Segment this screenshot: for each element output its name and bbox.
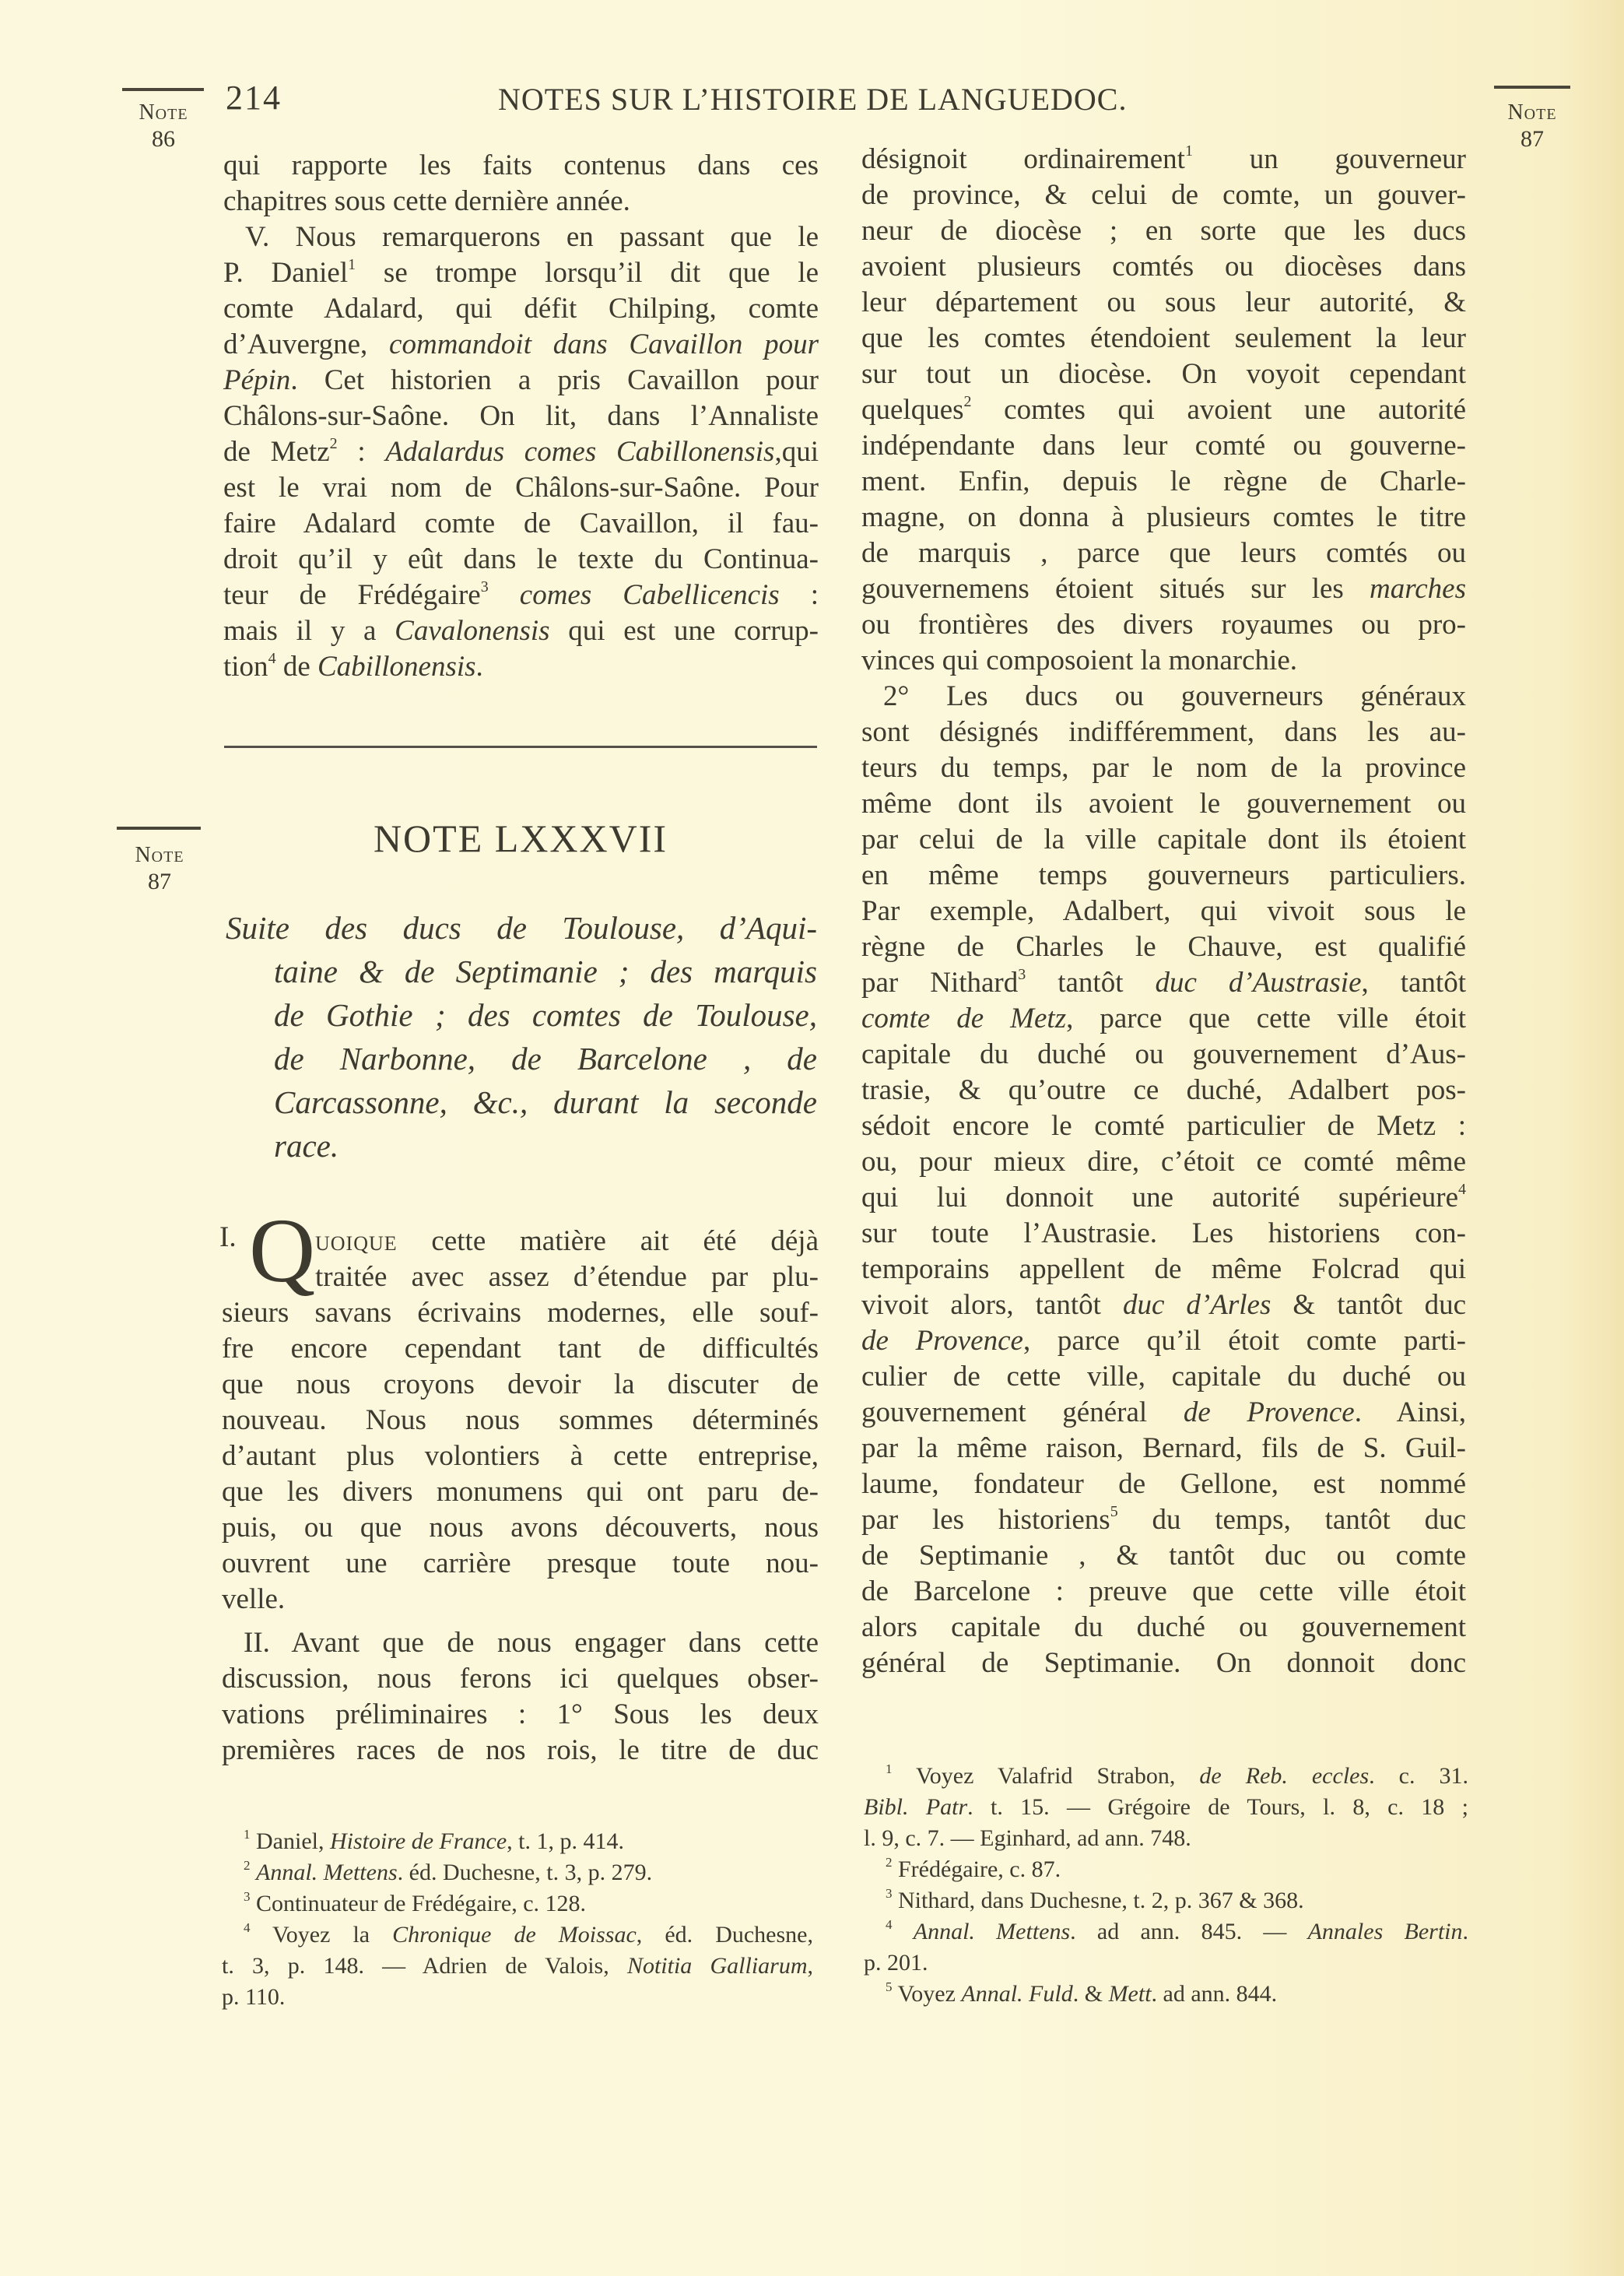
subtitle-line: de Narbonne, de Barcelone , de	[274, 1041, 817, 1077]
text-line: Pépin. Cet historien a pris Cavaillon pour	[223, 364, 819, 396]
text-line: uoique cette matière ait été déjà	[315, 1225, 819, 1257]
margin-note-label: Note	[1507, 100, 1557, 125]
text-line: ou, pour mieux dire, c’étoit ce comté même	[861, 1146, 1466, 1178]
footnote-line: $^1$ Voyez Valafrid Strabon, de Reb. eccles. c. 31.	[886, 1761, 1468, 1789]
footnote-mark: 3	[886, 1886, 893, 1901]
text-line: neur de diocèse ; en sorte que les ducs	[861, 215, 1466, 247]
note-heading: NOTE LXXXVII	[373, 817, 668, 860]
subtitle-line: taine & de Septimanie ; des marquis	[274, 954, 817, 989]
text-line: nouveau. Nous nous sommes déterminés	[222, 1404, 819, 1436]
text-line: que les divers monumens qui ont paru de-	[222, 1476, 819, 1508]
text-line: gouvernemens étoient situés sur les marches	[861, 573, 1466, 605]
footnote-line: t. 3, p. 148. — Adrien de Valois, Notitia Galliarum,	[222, 1953, 814, 1979]
footnote-ref[interactable]: 3	[480, 578, 489, 595]
footnote-ref[interactable]: 2	[963, 393, 972, 410]
text-line: velle.	[222, 1583, 286, 1615]
text-line: de marquis , parce que leurs comtés ou	[861, 537, 1466, 569]
margin-rule	[1494, 86, 1570, 89]
text-line: V. Nous remarquerons en passant que le	[245, 221, 819, 253]
text-line: même dont ils avoient le gouvernement ou	[861, 788, 1466, 820]
footnote-mark: 2	[886, 1855, 893, 1870]
text-line: quelques$^2$ comtes qui avoient une autorité	[861, 393, 1466, 426]
text-line: premières races de nos rois, le titre de duc	[222, 1734, 819, 1766]
text-line: de Barcelone : preuve que cette ville étoit	[861, 1575, 1466, 1607]
text-line: général de Septimanie. On donnoit donc	[861, 1647, 1466, 1679]
text-line: comte de Metz, parce que cette ville étoit	[861, 1003, 1466, 1034]
text-line: règne de Charles le Chauve, est qualifié	[861, 931, 1466, 963]
text-line: sur tout un diocèse. On voyoit cependant	[861, 358, 1466, 390]
footnote-ref[interactable]: 1	[348, 256, 356, 273]
text-line: culier de cette ville, capitale du duché ou	[861, 1361, 1466, 1393]
text-line: droit qu’il y eût dans le texte du Continua-	[223, 543, 819, 575]
text-line: magne, on donna à plusieurs comtes le titre	[861, 501, 1466, 533]
text-line: vations préliminaires : 1° Sous les deux	[222, 1698, 819, 1730]
footnote-mark: 4	[886, 1917, 893, 1932]
text-line: vivoit alors, tantôt duc d’Arles & tantôt duc	[861, 1289, 1466, 1321]
margin-note-label: Note	[135, 843, 184, 867]
subtitle-line: Suite des ducs de Toulouse, d’Aqui-	[226, 910, 817, 946]
footnote-line: $^1$ Daniel, Histoire de France, t. 1, p. 414.	[244, 1827, 624, 1854]
subtitle-line: de Gothie ; des comtes de Toulouse,	[274, 997, 817, 1033]
margin-note-number: 86	[152, 126, 175, 152]
text-line: temporains appellent de même Folcrad qui	[861, 1253, 1466, 1285]
text-line: teur de Frédégaire$^3$ comes Cabellicencis :	[223, 578, 819, 611]
text-line: par celui de la ville capitale dont ils étoient	[861, 824, 1466, 855]
text-line: 2° Les ducs ou gouverneurs généraux	[883, 680, 1466, 712]
footnote-line: Bibl. Patr. t. 15. — Grégoire de Tours, l. 8, c. 18 ;	[864, 1794, 1468, 1820]
running-head	[226, 78, 1595, 125]
running-title: NOTES SUR L’HISTOIRE DE LANGUEDOC.	[498, 82, 1128, 117]
footnote-ref[interactable]: 5	[1110, 1503, 1118, 1520]
text-line: tion$^4$ de Cabillonensis.	[223, 650, 483, 683]
text-line: sur toute l’Austrasie. Les historiens con-	[861, 1217, 1466, 1249]
text-line: trasie, & qu’outre ce duché, Adalbert pos-	[861, 1074, 1466, 1106]
text-line: II. Avant que de nous engager dans cette	[244, 1627, 819, 1659]
text-line: d’autant plus volontiers à cette entreprise,	[222, 1440, 819, 1472]
text-line: de Metz$^2$ : Adalardus comes Cabillonensis,qui	[223, 435, 819, 468]
footnote-line: p. 110.	[222, 1984, 286, 2010]
text-line: par Nithard$^3$ tantôt duc d’Austrasie, tantôt	[861, 966, 1466, 999]
footnote-mark: 3	[244, 1889, 251, 1904]
text-line: avoient plusieurs comtés ou diocèses dans	[861, 251, 1466, 283]
margin-note-number: 87	[1521, 126, 1544, 152]
text-line: Par exemple, Adalbert, qui vivoit sous le	[861, 895, 1466, 927]
footnote-line: $^5$ Voyez Annal. Fuld. & Mett. ad ann. 844.	[886, 1979, 1278, 2007]
text-line: sédoit encore le comté particulier de Metz :	[861, 1110, 1466, 1142]
text-line: Châlons-sur-Saône. On lit, dans l’Annaliste	[223, 400, 819, 432]
text-line: capitale du duché ou gouvernement d’Aus-	[861, 1038, 1466, 1070]
footnote-mark: 5	[886, 1979, 893, 1994]
subtitle-line: Carcassonne, &c., durant la seconde	[274, 1084, 817, 1120]
text-line: ouvrent une carrière presque toute nou-	[222, 1547, 819, 1579]
text-line: sont désignés indifféremment, dans les au-	[861, 716, 1466, 748]
text-line: mais il y a Cavalonensis qui est une corrup-	[223, 615, 819, 647]
text-line: d’Auvergne, commandoit dans Cavaillon pour	[223, 328, 819, 360]
smallcaps-word: uoique	[315, 1225, 398, 1257]
text-line: en même temps gouverneurs particuliers.	[861, 859, 1466, 891]
text-line: par les historiens$^5$ du temps, tantôt duc	[861, 1503, 1466, 1536]
text-line: laume, fondateur de Gellone, est nommé	[861, 1468, 1466, 1500]
margin-note-label: Note	[139, 100, 188, 125]
text-line: de province, & celui de comte, un gouver-	[861, 179, 1466, 211]
text-line: par la même raison, Bernard, fils de S. Guil-	[861, 1432, 1466, 1464]
margin-note-top-right	[1489, 100, 1575, 153]
text-line: faire Adalard comte de Cavaillon, il fau-	[223, 508, 819, 539]
margin-note-mid-left	[117, 842, 202, 895]
footnote-line: $^3$ Continuateur de Frédégaire, c. 128.	[244, 1889, 587, 1916]
footnote-line: $^3$ Nithard, dans Duchesne, t. 2, p. 367 & 368.	[886, 1886, 1304, 1913]
text-line: chapitres sous cette dernière année.	[223, 185, 630, 217]
text-line: qui lui donnoit une autorité supérieure$^4$	[861, 1181, 1466, 1214]
text-line: ment. Enfin, depuis le règne de Charle-	[861, 465, 1466, 497]
text-line: fre encore cependant tant de difficultés	[222, 1333, 819, 1365]
text-line: est le vrai nom de Châlons-sur-Saône. Pour	[223, 472, 819, 504]
text-line: vinces qui composoient la monarchie.	[861, 645, 1297, 676]
footnote-mark: 4	[244, 1920, 251, 1935]
footnote-line: $^4$ Voyez la Chronique de Moissac, éd. Duchesne,	[244, 1920, 813, 1948]
text-line: de Septimanie , & tantôt duc ou comte	[861, 1540, 1466, 1572]
footnote-ref[interactable]: 4	[268, 650, 276, 667]
text-line: que les comtes étendoient seulement la leur	[861, 322, 1466, 354]
text-line: puis, ou que nous avons découverts, nous	[222, 1512, 819, 1544]
footnote-line: l. 9, c. 7. — Eginhard, ad ann. 748.	[864, 1825, 1191, 1851]
drop-cap: Q	[249, 1199, 316, 1301]
footnote-line: $^2$ Frédégaire, c. 87.	[886, 1855, 1061, 1882]
text-line: ou frontières des divers royaumes ou pro-	[861, 609, 1466, 641]
margin-note-top-left	[121, 100, 206, 153]
footnote-line: $^2$ Annal. Mettens. éd. Duchesne, t. 3, p. 279.	[244, 1858, 653, 1885]
footnote-ref[interactable]: 3	[1018, 966, 1026, 983]
section-divider	[224, 746, 817, 748]
text-line: P. Daniel$^1$ se trompe lorsqu’il dit que le	[223, 256, 819, 289]
text-line: gouvernement général de Provence. Ainsi,	[861, 1396, 1466, 1428]
footnote-mark: 2	[244, 1858, 251, 1873]
text-line: de Provence, parce qu’il étoit comte parti-	[861, 1325, 1466, 1357]
text-line: traitée avec assez d’étendue par plu-	[315, 1261, 819, 1293]
margin-rule	[122, 88, 204, 91]
margin-note-number: 87	[148, 869, 171, 894]
footnote-ref[interactable]: 4	[1458, 1181, 1466, 1198]
text-line: discussion, nous ferons ici quelques obser-	[222, 1663, 819, 1695]
text-line: que nous croyons devoir la discuter de	[222, 1368, 819, 1400]
text-line: alors capitale du duché ou gouvernement	[861, 1611, 1466, 1643]
section-numeral: I.	[219, 1221, 237, 1253]
text-line: leur département ou sous leur autorité, &	[861, 286, 1466, 318]
page-number: 214	[226, 79, 282, 117]
subtitle-line: race.	[274, 1128, 339, 1164]
text-line: qui rapporte les faits contenus dans ces	[223, 149, 819, 181]
footnote-line: p. 201.	[864, 1950, 928, 1976]
footnote-ref[interactable]: 2	[329, 435, 338, 452]
footnote-line: $^4$ Annal. Mettens. ad ann. 845. — Annales Bertin.	[886, 1917, 1468, 1944]
footnote-mark: 1	[244, 1827, 251, 1842]
text-line: comte Adalard, qui défit Chilping, comte	[223, 293, 819, 325]
text-line: indépendante dans leur comté ou gouverne-	[861, 430, 1466, 462]
margin-rule	[117, 827, 201, 830]
text-line: désignoit ordinairement$^1$ un gouverneur	[861, 142, 1466, 175]
footnote-ref[interactable]: 1	[1184, 142, 1193, 160]
text-line: teurs du temps, par le nom de la province	[861, 752, 1466, 784]
footnote-mark: 1	[886, 1761, 893, 1776]
text-line: sieurs savans écrivains modernes, elle souf-	[222, 1297, 819, 1329]
